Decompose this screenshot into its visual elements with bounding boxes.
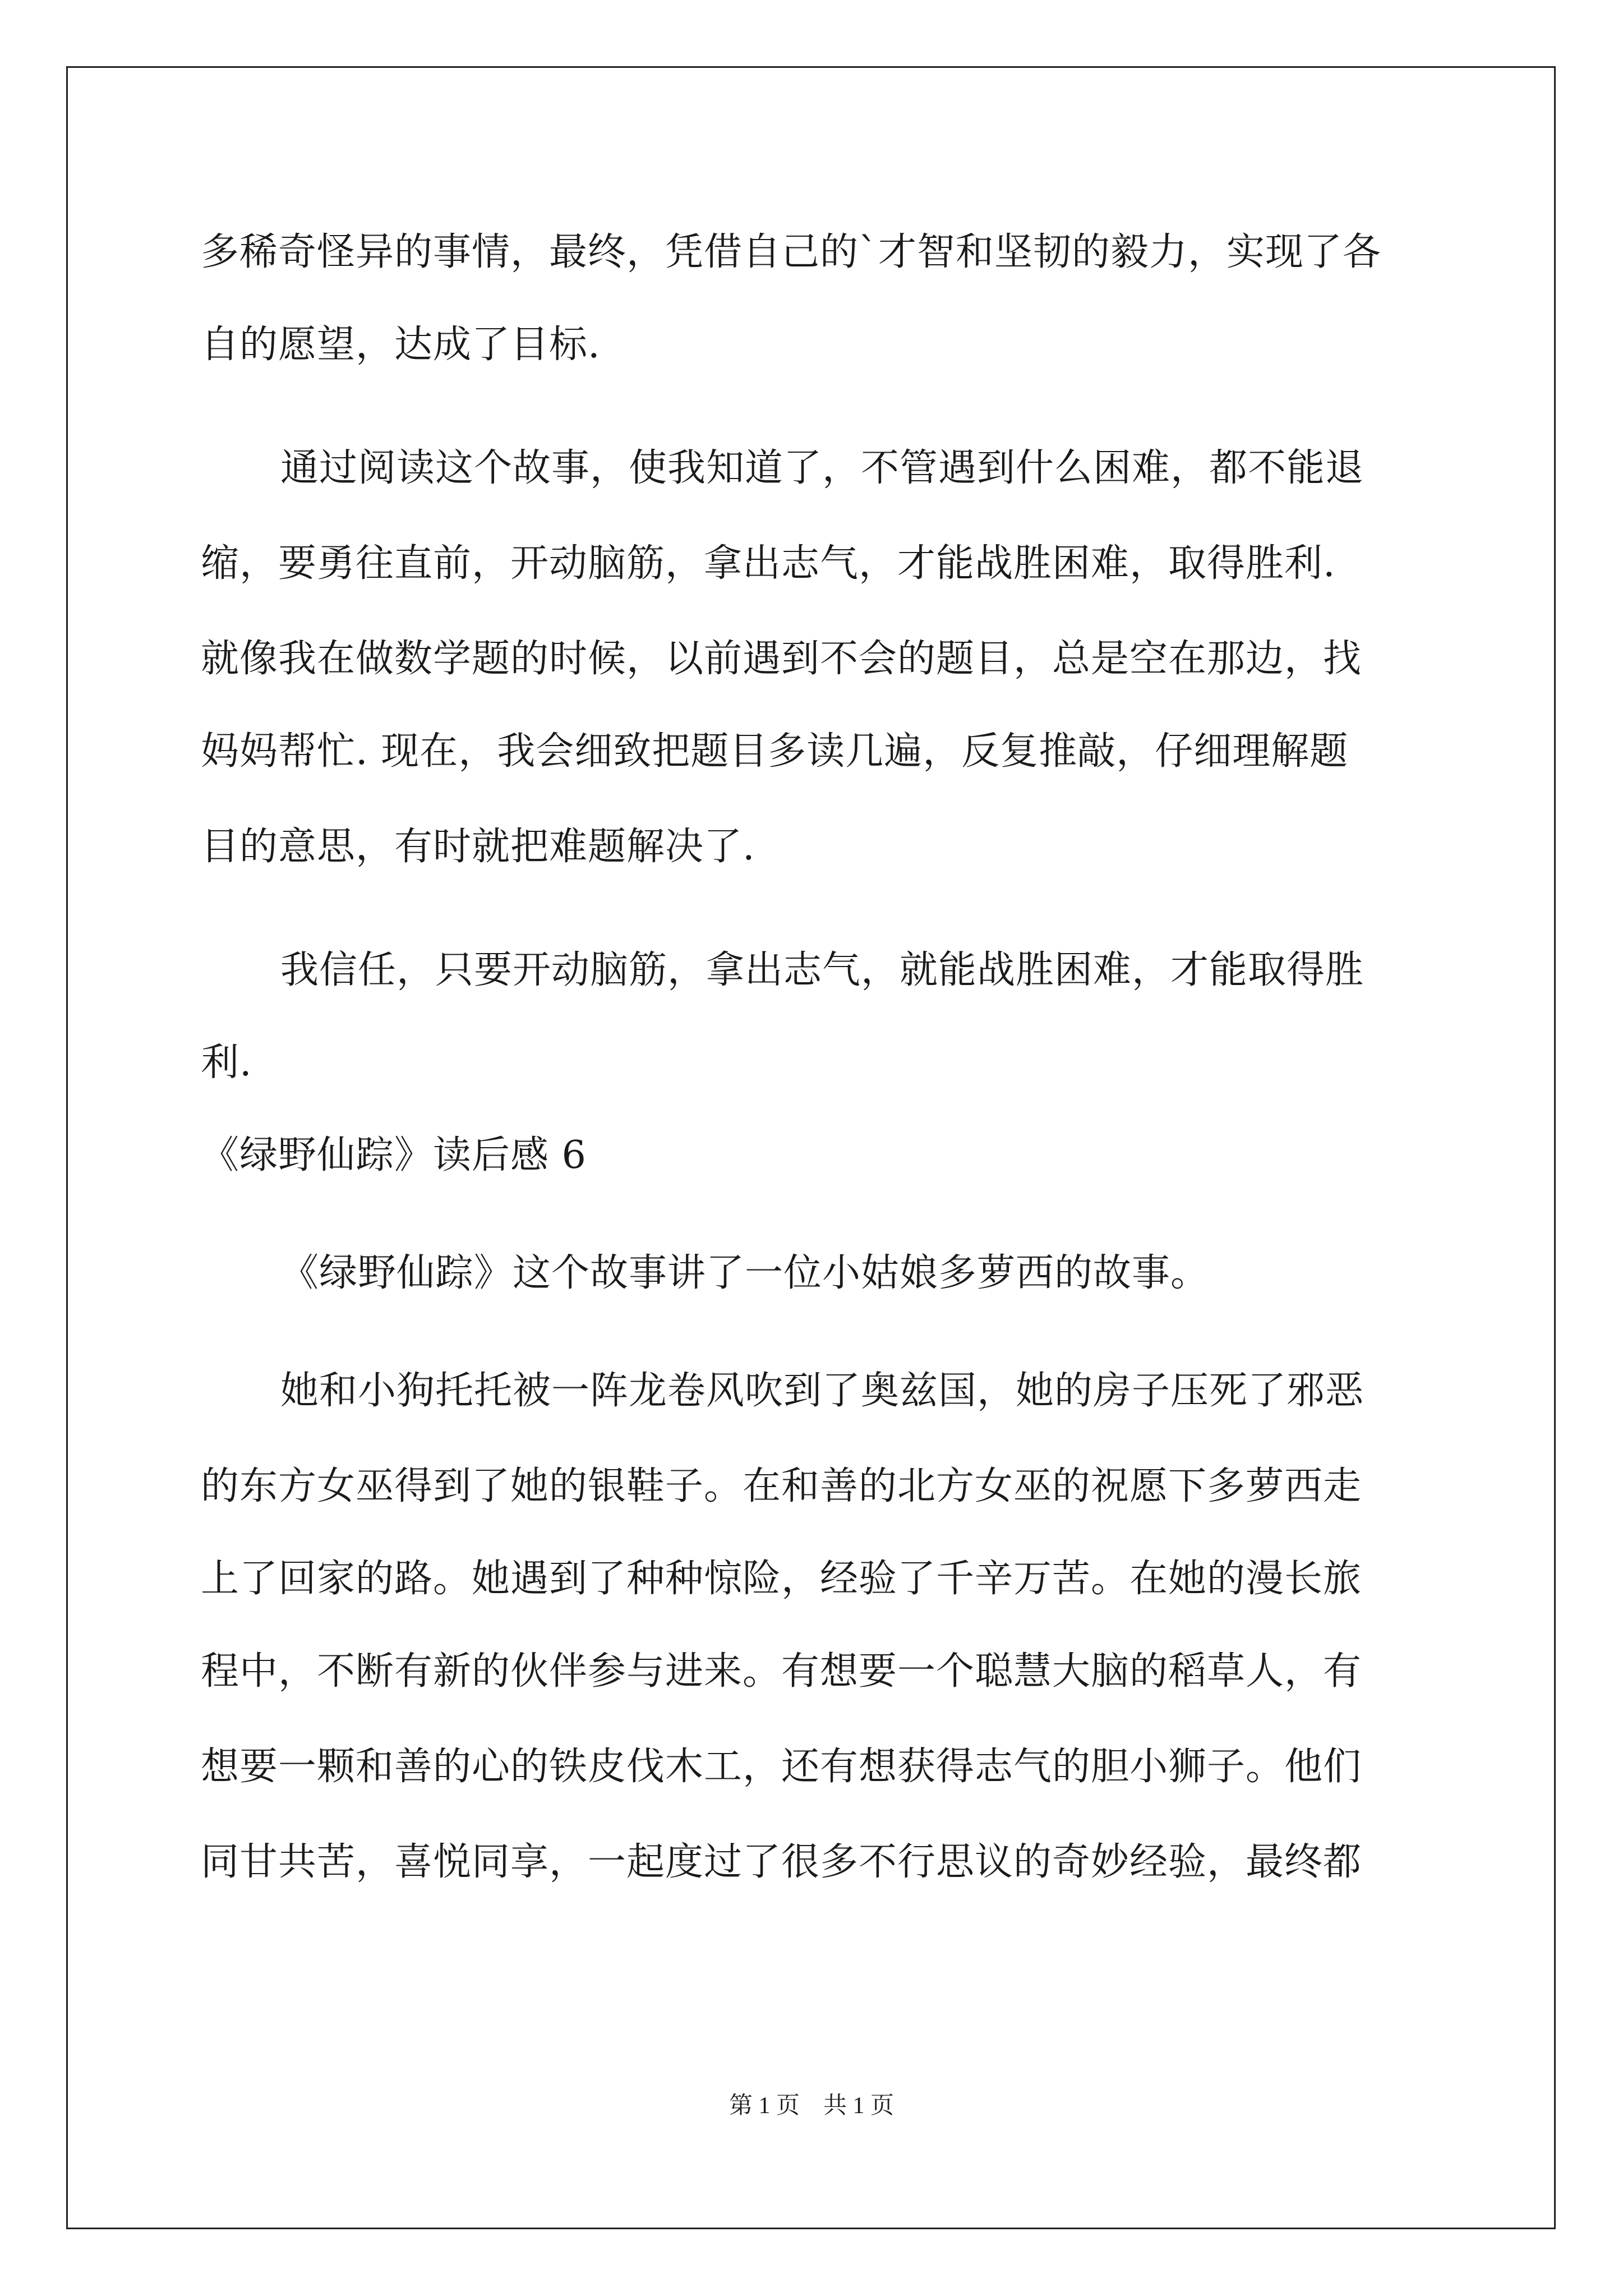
paragraph-line: 的东方女巫得到了她的银鞋子。在和善的北方女巫的祝愿下多萝西走 — [201, 1464, 1362, 1508]
paragraph-line: 利. — [201, 1041, 252, 1085]
paragraph-line: 自的愿望，达成了目标. — [201, 323, 601, 367]
paragraph-line: 妈妈帮忙. 现在，我会细致把题目多读几遍，反复推敲，仔细理解题 — [201, 729, 1349, 774]
paragraph-line: 同甘共苦，喜悦同享，一起度过了很多不行思议的奇妙经验，最终都 — [201, 1840, 1362, 1884]
paragraph-line: 缩，要勇往直前，开动脑筋，拿出志气，才能战胜困难，取得胜利. — [201, 541, 1336, 586]
paragraph-line: 通过阅读这个故事，使我知道了，不管遇到什么困难，都不能退 — [280, 446, 1364, 490]
paragraph-line: 《绿野仙踪》这个故事讲了一位小姑娘多萝西的故事。 — [280, 1251, 1210, 1295]
paragraph-line: 目的意思，有时就把难题解决了. — [201, 825, 755, 869]
section-heading: 《绿野仙踪》读后感 6 — [201, 1133, 587, 1177]
page-footer: 第 1 页 共 1 页 — [728, 2093, 894, 2119]
paragraph-line: 多稀奇怪异的事情，最终，凭借自己的`才智和坚韧的毅力，实现了各 — [201, 230, 1382, 274]
paragraph-line: 就像我在做数学题的时候，以前遇到不会的题目，总是空在那边，找 — [201, 637, 1362, 681]
paragraph-line: 我信任，只要开动脑筋，拿出志气，就能战胜困难，才能取得胜 — [280, 948, 1364, 992]
paragraph-line: 程中，不断有新的伙伴参与进来。有想要一个聪慧大脑的稻草人，有 — [201, 1649, 1362, 1694]
paragraph-line: 想要一颗和善的心的铁皮伐木工，还有想获得志气的胆小狮子。他们 — [201, 1745, 1362, 1789]
paragraph-line: 她和小狗托托被一阵龙卷风吹到了奥兹国，她的房子压死了邪恶 — [280, 1369, 1364, 1413]
paragraph-line: 上了回家的路。她遇到了种种惊险，经验了千辛万苦。在她的漫长旅 — [201, 1557, 1362, 1601]
